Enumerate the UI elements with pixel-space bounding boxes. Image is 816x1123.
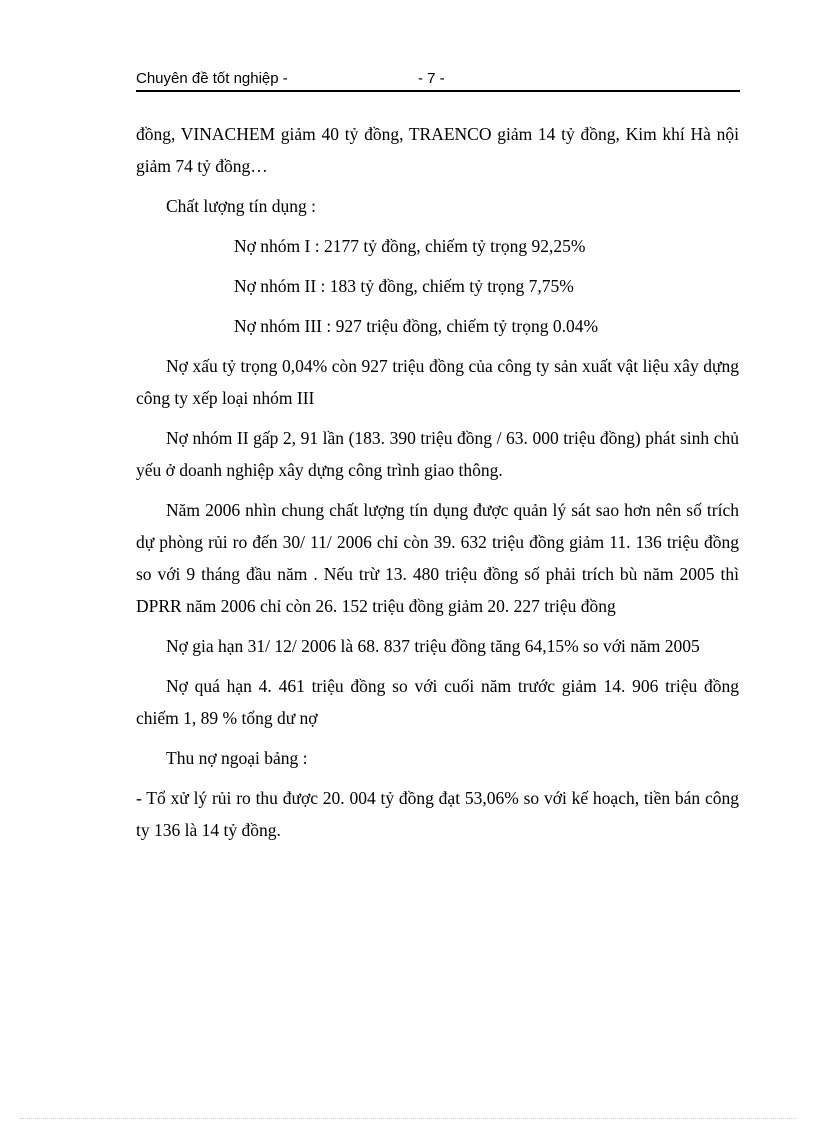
page-number: - 7 - [418, 70, 445, 87]
footer-divider [20, 1118, 796, 1119]
header-title: Chuyên đề tốt nghiệp - [136, 70, 288, 87]
list-item: Nợ nhóm II : 183 tỷ đồng, chiếm tỷ trọng 7,75% [234, 276, 574, 296]
paragraph: Nợ xấu tỷ trọng 0,04% còn 927 triệu đồng của công ty sản xuất vật liệu xây dựng công ty xếp loại nhóm III [136, 356, 739, 408]
paragraph: Năm 2006 nhìn chung chất lượng tín dụng được quản lý sát sao hơn nên số trích dự phòng rủi ro đến 30/ 11/ 2006 chỉ còn 39. 632 triệu đồng giảm 11. 136 triệu đồng so với 9 tháng đầu năm . Nếu trừ 13. 480 triệu đồng số phải trích bù năm 2005 thì DPRR năm 2006 chỉ còn 26. 152 triệu đồng giảm 20. 227 triệu đồng [136, 500, 739, 616]
paragraph: Thu nợ ngoại bảng : [166, 748, 308, 768]
paragraph: Nợ nhóm II gấp 2, 91 lần (183. 390 triệu đồng / 63. 000 triệu đồng) phát sinh chủ yếu ở doanh nghiệp xây dựng công trình giao thông. [136, 428, 739, 480]
paragraph: Nợ gia hạn 31/ 12/ 2006 là 68. 837 triệu đồng tăng 64,15% so với năm 2005 [166, 636, 700, 656]
page-header [136, 68, 740, 92]
paragraph: đồng, VINACHEM giảm 40 tỷ đồng, TRAENCO giảm 14 tỷ đồng, Kim khí Hà nội giảm 74 tỷ đồng… [136, 124, 739, 176]
body-text [136, 118, 739, 846]
paragraph: Nợ quá hạn 4. 461 triệu đồng so với cuối năm trước giảm 14. 906 triệu đồng chiếm 1, 89 % tổng dư nợ [136, 676, 739, 728]
list-item: Nợ nhóm III : 927 triệu đồng, chiếm tỷ trọng 0.04% [234, 316, 599, 336]
list-item: Nợ nhóm I : 2177 tỷ đồng, chiếm tỷ trọng 92,25% [234, 236, 586, 256]
paragraph: - Tổ xử lý rủi ro thu được 20. 004 tỷ đồng đạt 53,06% so với kế hoạch, tiền bán công ty 136 là 14 tỷ đồng. [136, 788, 739, 840]
paragraph: Chất lượng tín dụng : [166, 196, 316, 216]
